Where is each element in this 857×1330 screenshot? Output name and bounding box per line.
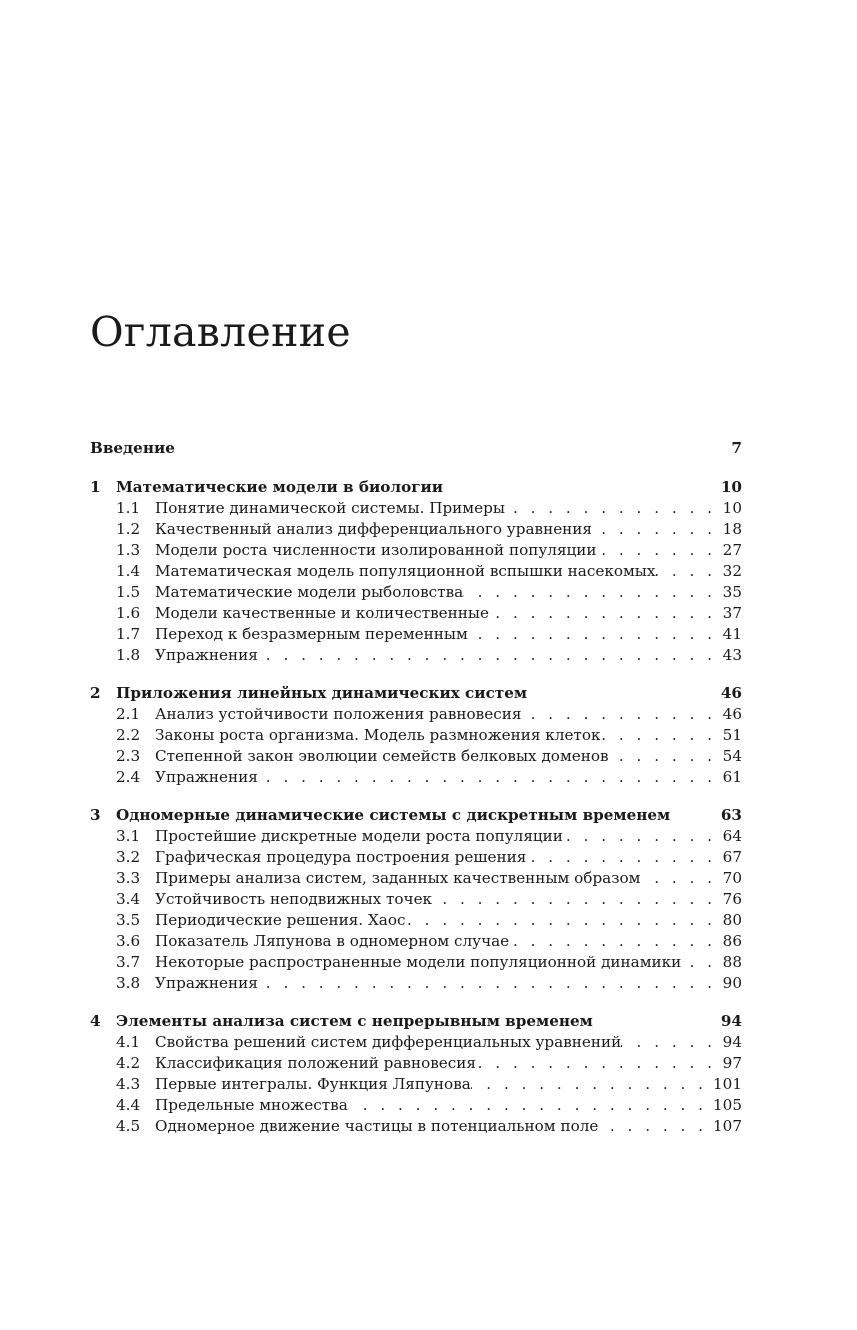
dot-leader [432,889,722,910]
section-title: Модели роста численности изолированной популяции [155,541,597,559]
dot-leader [592,519,722,540]
toc-section-entry[interactable] [90,519,742,540]
toc-section-entry[interactable] [90,582,742,603]
section-page: 61 [722,768,742,786]
dot-leader [598,1116,713,1137]
section-page: 10 [722,499,742,517]
section-number: 3.5 [116,911,141,929]
toc-intro-entry[interactable] [90,438,742,459]
toc-section-entry[interactable] [90,1074,742,1095]
section-page: 43 [722,646,742,664]
section-page: 97 [722,1054,742,1072]
toc-section-entry[interactable] [90,1116,742,1137]
section-page: 70 [722,869,742,887]
dot-leader [681,952,722,973]
toc-section-entry[interactable] [90,952,742,973]
dot-leader [655,561,722,582]
toc-chapter-entry[interactable] [90,805,742,826]
toc-chapter-entry[interactable] [90,477,742,498]
section-page: 67 [722,848,742,866]
chapter-number: 1 [90,478,101,496]
dot-leader [471,1074,713,1095]
toc-section-entry[interactable] [90,889,742,910]
dot-leader [405,910,722,931]
toc-section-entry[interactable] [90,1095,742,1116]
toc-section-entry[interactable] [90,868,742,889]
toc-section-entry[interactable] [90,931,742,952]
section-number: 3.6 [116,932,141,950]
toc-section-entry[interactable] [90,973,742,994]
section-page: 86 [722,932,742,950]
section-page: 41 [722,625,742,643]
dot-leader [258,645,722,666]
toc-section-entry[interactable] [90,704,742,725]
section-number: 1.7 [116,625,141,643]
section-page: 88 [722,953,742,971]
dot-leader [526,847,722,868]
section-title: Математические модели рыболовства [155,583,464,601]
section-page: 80 [722,911,742,929]
toc-section-entry[interactable] [90,603,742,624]
dot-leader [621,1032,722,1053]
toc-section-entry[interactable] [90,725,742,746]
section-title: Графическая процедура построения решения [155,848,527,866]
dot-leader [476,1053,722,1074]
section-page: 105 [713,1096,742,1114]
section-title: Показатель Ляпунова в одномерном случае [155,932,510,950]
chapter-number: 4 [90,1012,101,1030]
dot-leader [521,704,722,725]
section-title: Предельные множества [155,1096,348,1114]
toc-section-entry[interactable] [90,645,742,666]
section-page: 64 [722,827,742,845]
section-number: 1.2 [116,520,141,538]
section-page: 51 [722,726,742,744]
section-number: 4.2 [116,1054,141,1072]
toc-section-entry[interactable] [90,1053,742,1074]
toc-section-entry[interactable] [90,561,742,582]
dot-leader [597,540,722,561]
section-title: Качественный анализ дифференциального уравнения [155,520,593,538]
toc-section-entry[interactable] [90,624,742,645]
dot-leader [609,746,722,767]
toc-section-entry[interactable] [90,826,742,847]
dot-leader [463,582,722,603]
dot-leader [258,767,722,788]
section-number: 1.1 [116,499,141,517]
section-number: 1.6 [116,604,141,622]
chapter-title: Приложения линейных динамических систем [116,684,528,702]
section-title: Простейшие дискретные модели роста популяции [155,827,563,845]
chapter-page: 46 [720,684,742,702]
section-page: 35 [722,583,742,601]
section-number: 2.4 [116,768,141,786]
section-title: Одномерное движение частицы в потенциальном поле [155,1117,599,1135]
chapter-number: 3 [90,806,101,824]
toc-section-entry[interactable] [90,540,742,561]
section-title: Свойства решений систем дифференциальных уравнений [155,1033,622,1051]
section-number: 3.2 [116,848,141,866]
section-number: 3.8 [116,974,141,992]
section-title: Степенной закон эволюции семейств белковых доменов [155,747,609,765]
section-number: 3.1 [116,827,141,845]
section-number: 2.3 [116,747,141,765]
section-number: 4.4 [116,1096,141,1114]
section-page: 76 [722,890,742,908]
dot-leader [509,931,722,952]
toc-chapter-entry[interactable] [90,1011,742,1032]
toc-chapter-entry[interactable] [90,683,742,704]
section-number: 4.1 [116,1033,141,1051]
chapter-page: 94 [720,1012,742,1030]
section-page: 27 [722,541,742,559]
dot-leader [640,868,722,889]
section-title: Математическая модель популяционной вспышки насекомых [155,562,656,580]
section-page: 101 [713,1075,742,1093]
toc-section-entry[interactable] [90,910,742,931]
chapter-title: Математические модели в биологии [116,478,444,496]
section-number: 3.3 [116,869,141,887]
toc-intro-page: 7 [731,439,742,457]
dot-leader [258,973,722,994]
section-number: 1.4 [116,562,141,580]
toc-chapters [90,477,742,1137]
section-page: 94 [722,1033,742,1051]
chapter-page: 10 [720,478,742,496]
section-title: Первые интегралы. Функция Ляпунова [155,1075,471,1093]
section-number: 3.7 [116,953,141,971]
section-title: Понятие динамической системы. Примеры [155,499,505,517]
chapter-page: 63 [720,806,742,824]
toc-section-entry[interactable] [90,498,742,519]
section-title: Упражнения [155,768,258,786]
table-of-contents [90,438,742,1137]
section-title: Примеры анализа систем, заданных качественным образом [155,869,641,887]
section-page: 46 [722,705,742,723]
section-title: Устойчивость неподвижных точек [155,890,433,908]
section-number: 1.8 [116,646,141,664]
dot-leader [468,624,722,645]
toc-section-entry[interactable] [90,1032,742,1053]
section-page: 54 [722,747,742,765]
section-page: 90 [722,974,742,992]
section-page: 32 [722,562,742,580]
section-title: Классификация положений равновесия [155,1054,476,1072]
section-title: Периодические решения. Хаос [155,911,406,929]
dot-leader [600,725,722,746]
section-title: Переход к безразмерным переменным [155,625,468,643]
dot-leader [563,826,722,847]
chapter-number: 2 [90,684,101,702]
section-title: Модели качественные и количественные [155,604,489,622]
section-title: Упражнения [155,974,258,992]
toc-intro-title: Введение [90,439,175,457]
section-title: Некоторые распространенные модели популяционной динамики [155,953,682,971]
dot-leader [348,1095,713,1116]
section-page: 37 [722,604,742,622]
section-number: 2.2 [116,726,141,744]
dot-leader [505,498,722,519]
page-title: Оглавление [90,308,351,356]
section-number: 2.1 [116,705,141,723]
dot-leader [489,603,722,624]
section-page: 18 [722,520,742,538]
section-number: 4.5 [116,1117,141,1135]
section-number: 3.4 [116,890,141,908]
section-number: 1.5 [116,583,141,601]
chapter-title: Элементы анализа систем с непрерывным временем [116,1012,593,1030]
toc-section-entry[interactable] [90,847,742,868]
chapter-title: Одномерные динамические системы с дискретным временем [116,806,671,824]
section-page: 107 [713,1117,742,1135]
toc-section-entry[interactable] [90,746,742,767]
toc-section-entry[interactable] [90,767,742,788]
section-title: Анализ устойчивости положения равновесия [155,705,522,723]
section-title: Упражнения [155,646,258,664]
section-number: 1.3 [116,541,141,559]
section-number: 4.3 [116,1075,141,1093]
section-title: Законы роста организма. Модель размножения клеток [155,726,601,744]
